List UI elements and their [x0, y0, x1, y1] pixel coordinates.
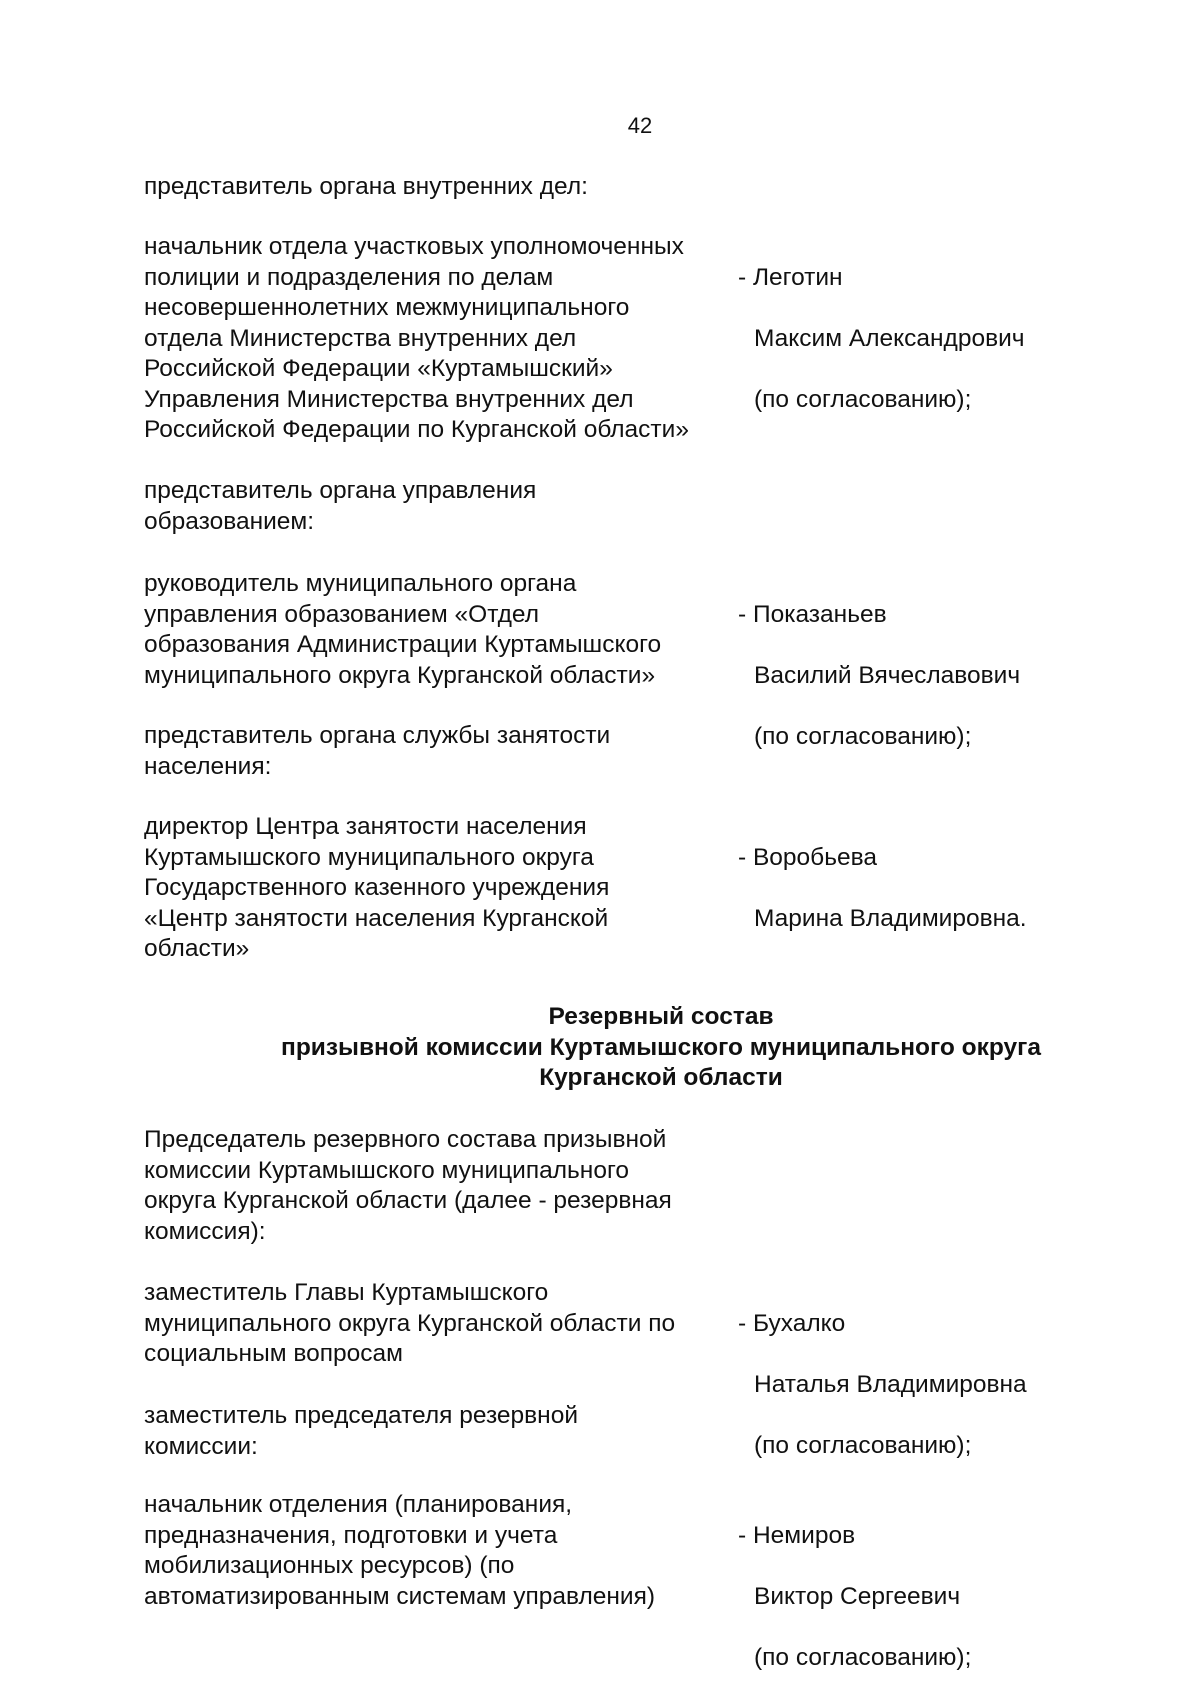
person-block	[738, 812, 1158, 965]
person-name: Наталья Владимировна	[754, 1370, 1027, 1398]
position-text: начальник отдела участковых уполномоченных полиции и подразделения по делам несовершеннолетних межмуниципального отдела Министерства внутренних дел Российской Федерации «Куртамышский» Управления Министерства внутренних дел Российской Федерации по Курганской области»	[144, 233, 689, 443]
person-block	[738, 1490, 1158, 1704]
person-surname: - Леготин	[738, 263, 843, 291]
position-text: заместитель Главы Куртамышского муниципального округа Курганской области по социальным вопросам	[144, 1279, 676, 1367]
person-name: Виктор Сергеевич	[754, 1582, 961, 1610]
person-note: (по согласованию);	[754, 1431, 972, 1459]
person-note: (по согласованию);	[754, 1643, 972, 1671]
person-surname: - Немиров	[738, 1521, 856, 1549]
section-intro-employment: представитель органа службы занятости населения:	[144, 722, 611, 780]
section-intro-internal-affairs: представитель органа внутренних дел:	[144, 173, 588, 200]
person-note: (по согласованию);	[754, 385, 972, 413]
section-intro-reserve-chair: Председатель резервного состава призывной комиссии Куртамышского муниципального округа Курганской области (далее - резервная комиссия):	[144, 1126, 672, 1245]
person-block	[738, 232, 1158, 446]
person-surname: - Бухалко	[738, 1309, 846, 1337]
section-intro-education: представитель органа управления образованием:	[144, 477, 537, 535]
position-text: начальник отделения (планирования, предназначения, подготовки и учета мобилизационных ресурсов) (по автоматизированным системам управления)	[144, 1491, 656, 1610]
person-surname: - Воробьева	[738, 843, 877, 871]
reserve-section-heading: Резервный состав призывной комиссии Куртамышского муниципального округа Курганской области	[281, 1003, 1041, 1091]
person-name: Максим Александрович	[754, 324, 1025, 352]
person-surname: - Показаньев	[738, 600, 887, 628]
person-note: (по согласованию);	[754, 722, 972, 750]
page-number: 42	[627, 113, 653, 138]
position-text: руководитель муниципального органа управления образованием «Отдел образования Администрации Куртамышского муниципального округа Курганской области»	[144, 570, 662, 689]
position-text: директор Центра занятости населения Куртамышского муниципального округа Государственного казенного учреждения «Центр занятости населения Курганской области»	[144, 813, 610, 962]
person-name: Марина Владимировна.	[754, 904, 1027, 932]
person-block	[738, 569, 1158, 783]
person-name: Василий Вячеславович	[754, 661, 1021, 689]
section-intro-reserve-deputy: заместитель председателя резервной комиссии:	[144, 1402, 579, 1460]
person-block	[738, 1278, 1158, 1492]
